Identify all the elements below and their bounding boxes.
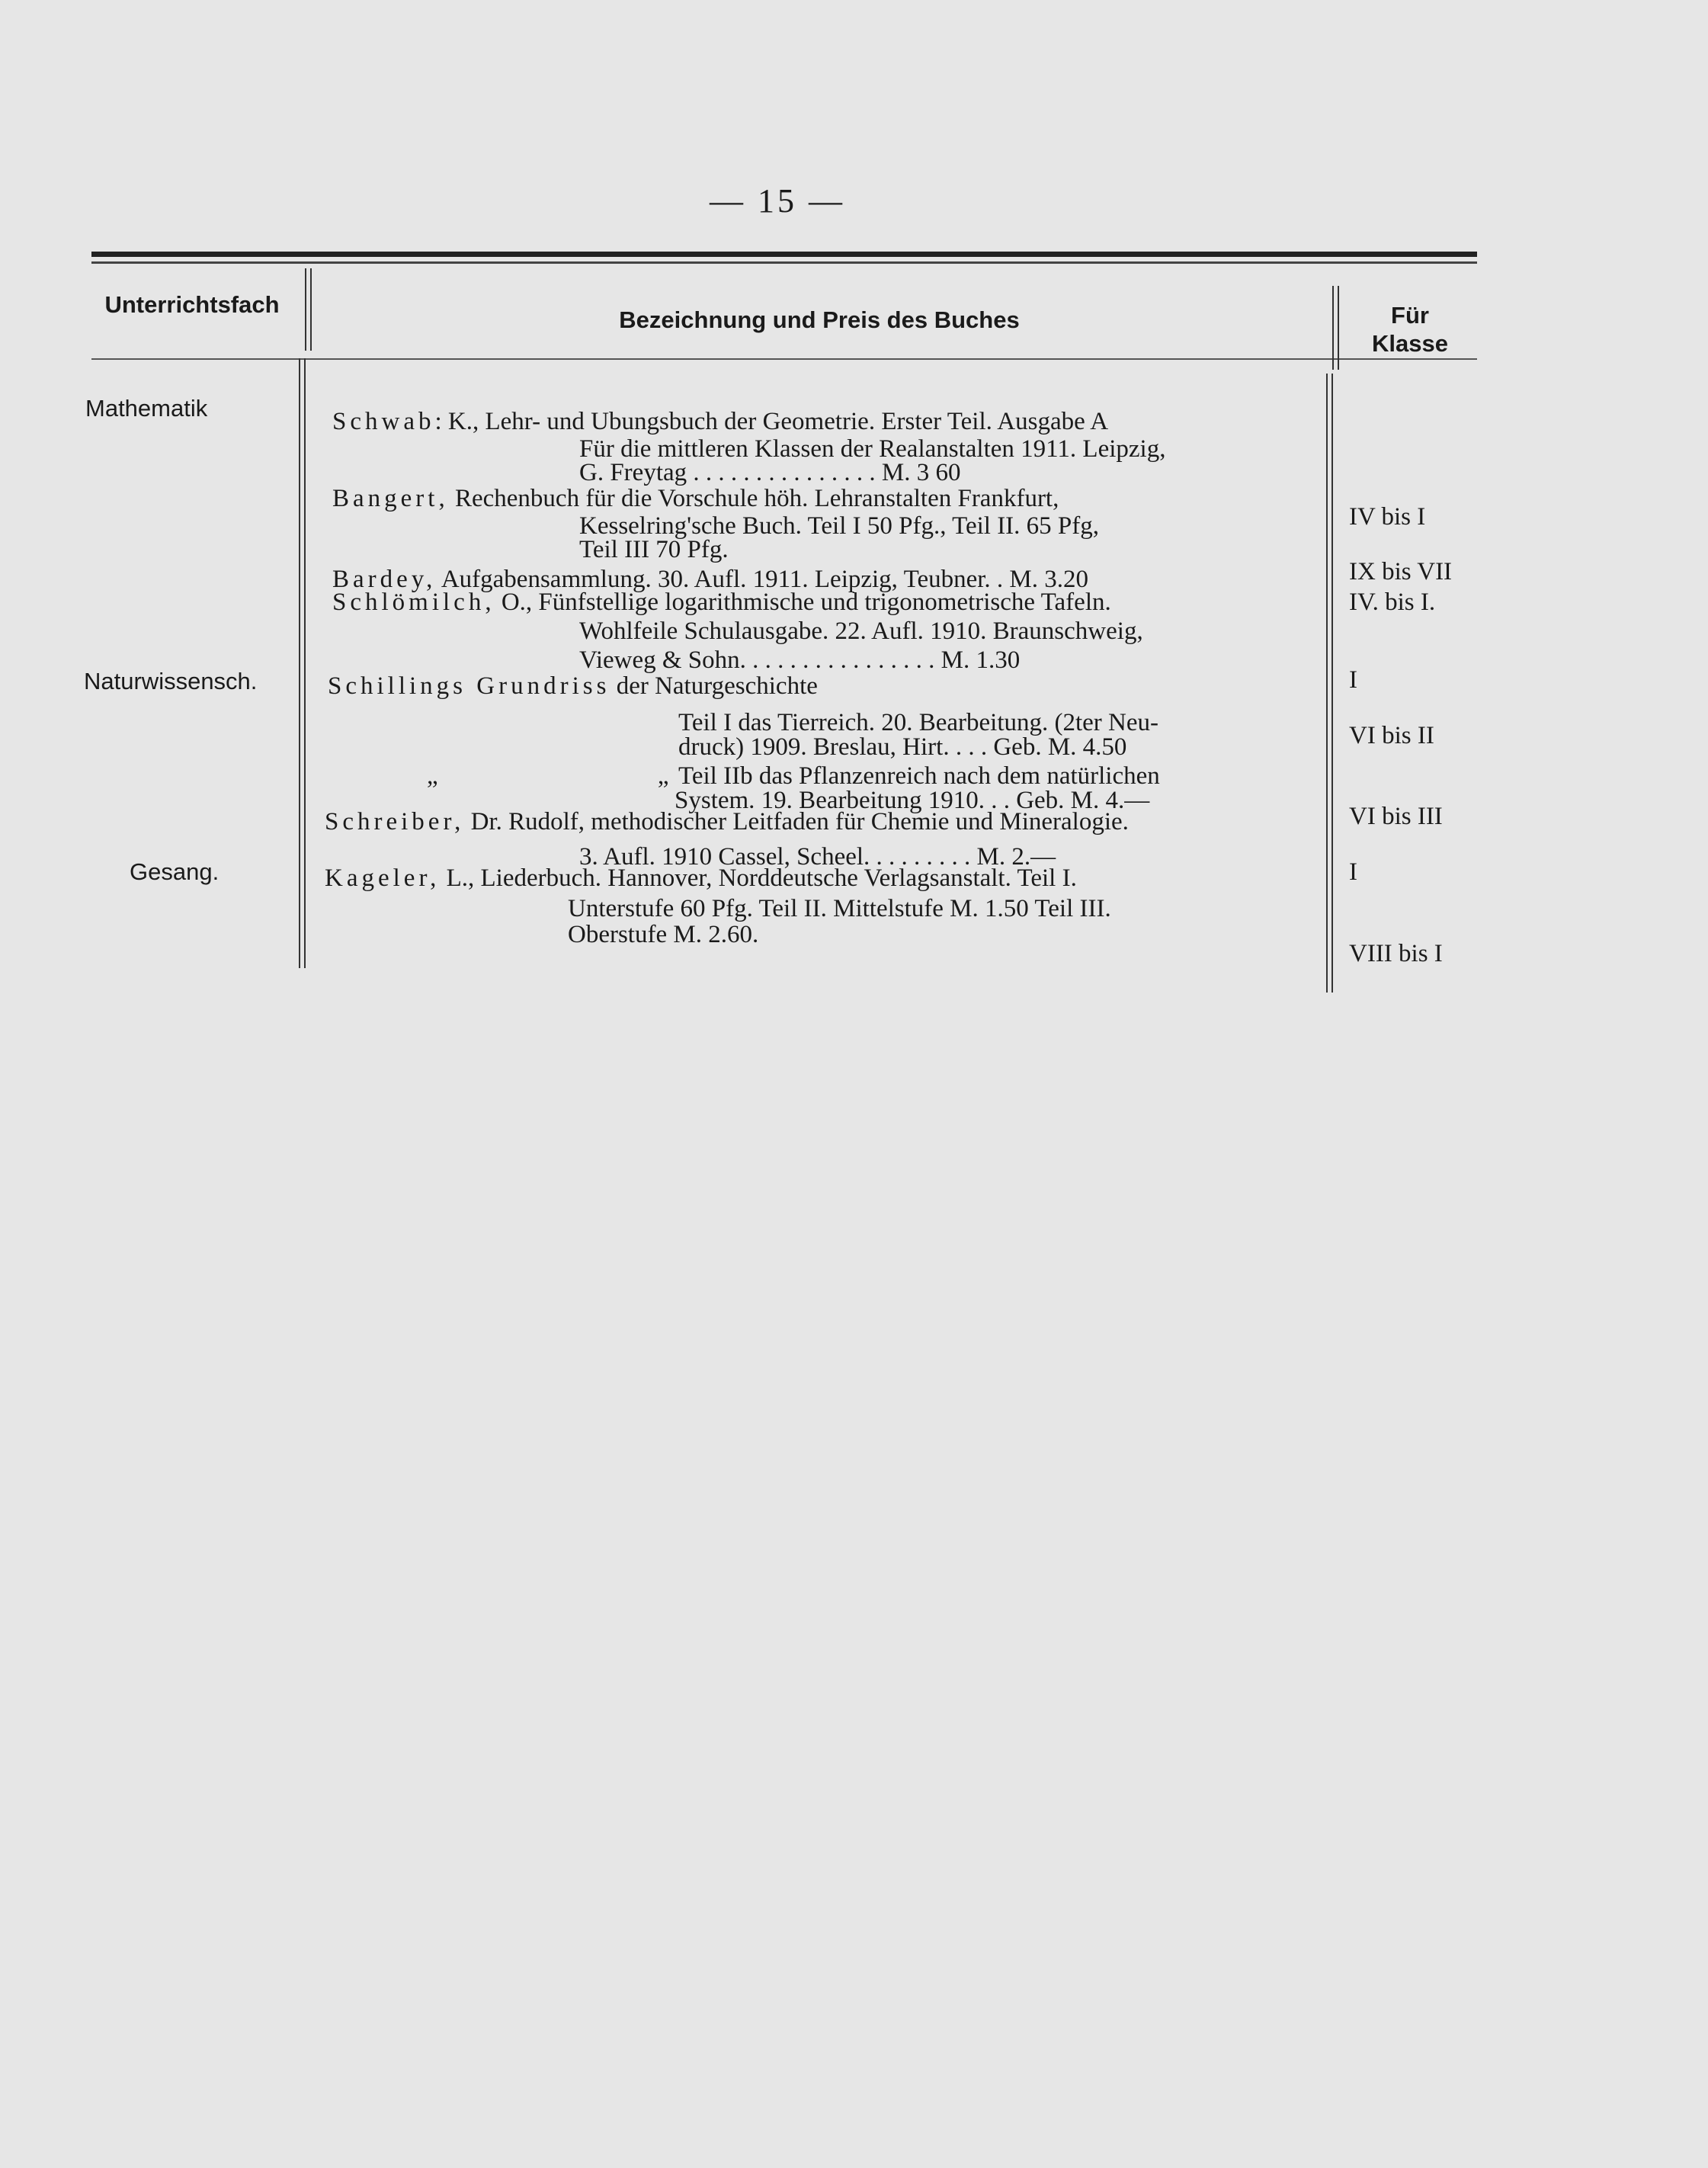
entry-schloemilch-line2: Wohlfeile Schulausgabe. 22. Aufl. 1910. Braunschweig, <box>579 617 1143 645</box>
entry-bangert-line2: Kesselring'sche Buch. Teil I 50 Pfg., Teil II. 65 Pfg, <box>579 512 1100 540</box>
entry-schreiber-line1 <box>325 808 1129 836</box>
class-schloemilch-b: I <box>1349 666 1357 694</box>
entry-schillings-line3: druck) 1909. Breslau, Hirt. . . . Geb. M. 4.50 <box>678 733 1127 761</box>
author-schillings: Schillings Grundriss <box>328 672 610 700</box>
divider-2b <box>1331 374 1333 993</box>
top-rule-thin <box>91 261 1477 264</box>
entry-schillings-text1: der Naturgeschichte <box>616 672 818 700</box>
entry-schloemilch-text1: O., Fünfstellige logarithmische und trigonometrische Tafeln. <box>501 589 1111 616</box>
author-schwab: Schwab <box>332 408 435 435</box>
class-schillings-2: VI bis III <box>1349 803 1443 830</box>
divider-1a-header <box>305 268 306 351</box>
subject-mathematics: Mathematik <box>85 395 208 422</box>
entry-schwab-line1 <box>332 408 1108 436</box>
entry-kageler-text1: L., Liederbuch. Hannover, Norddeutsche Verlagsanstalt. Teil I. <box>446 864 1077 892</box>
entry-bangert-line1 <box>332 485 1059 513</box>
divider-2b-header <box>1338 286 1339 370</box>
entry-schwab-text1: : K., Lehr- und Ubungsbuch der Geometrie. Erster Teil. Ausgabe A <box>434 408 1109 435</box>
entry-schillings-line2: Teil I das Tierreich. 20. Bearbeitung. (2ter Neu- <box>678 709 1159 736</box>
entry-schloemilch-line1 <box>332 589 1111 617</box>
entry-schillings-line5: System. 19. Bearbeitung 1910. . . Geb. M. 4.— <box>675 787 1150 814</box>
author-schloemilch: Schlömilch, <box>332 589 495 616</box>
header-book: Bezeichnung und Preis des Buches <box>619 306 1020 333</box>
subject-natural-science: Naturwissensch. <box>84 668 258 694</box>
author-bardey: Bardey, <box>332 566 437 593</box>
page-number: — 15 — <box>710 182 845 220</box>
divider-2a <box>1326 374 1328 993</box>
entry-schillings-line1 <box>328 672 818 701</box>
entry-bangert-text1: Rechenbuch für die Vorschule höh. Lehranstalten Frankfurt, <box>454 485 1059 512</box>
header-subject: Unterrichtsfach <box>104 291 280 318</box>
entry-schloemilch-line3: Vieweg & Sohn. . . . . . . . . . . . . . . . M. 1.30 <box>579 646 1021 674</box>
top-rule-thick <box>91 252 1477 257</box>
class-bangert: IV bis I <box>1349 503 1426 531</box>
class-schillings-1: VI bis II <box>1349 722 1434 749</box>
entry-schillings-line4: Teil IIb das Pflanzenreich nach dem natürlichen <box>678 762 1160 790</box>
ditto-marks: „ „ <box>427 762 776 790</box>
class-bardey: IX bis VII <box>1349 558 1453 585</box>
class-schloemilch: IV. bis I. <box>1349 589 1436 616</box>
class-kageler: VIII bis I <box>1349 940 1443 967</box>
entry-schwab-line2: Für die mittleren Klassen der Realanstalten 1911. Leipzig, <box>579 435 1166 463</box>
entry-kageler-line3: Oberstufe M. 2.60. <box>568 921 759 948</box>
divider-1a <box>299 358 300 968</box>
entry-schwab-line3: G. Freytag . . . . . . . . . . . . . . . M. 3 60 <box>579 459 961 486</box>
entry-bardey-text1: Aufgabensammlung. 30. Aufl. 1911. Leipzig, Teubner. . M. 3.20 <box>441 566 1088 593</box>
author-bangert: Bangert, <box>332 485 449 512</box>
entry-bangert-line3: Teil III 70 Pfg. <box>579 536 729 563</box>
author-kageler: Kageler, <box>325 864 441 892</box>
entry-schreiber-text1: Dr. Rudolf, methodischer Leitfaden für Chemie und Mineralogie. <box>470 808 1129 835</box>
entry-kageler-line2: Unterstufe 60 Pfg. Teil II. Mittelstufe M. 1.50 Teil III. <box>568 895 1111 922</box>
divider-1b <box>304 358 306 968</box>
subject-singing: Gesang. <box>130 858 220 885</box>
divider-2a-header <box>1332 286 1334 370</box>
entry-schreiber-line2: 3. Aufl. 1910 Cassel, Scheel. . . . . . . . . M. 2.— <box>579 843 1056 871</box>
class-schreiber: I <box>1349 858 1357 886</box>
header-class-line1: Für <box>1391 302 1429 329</box>
author-schreiber: Schreiber, <box>325 808 465 835</box>
header-class-line2: Klasse <box>1372 330 1448 357</box>
divider-1b-header <box>310 268 312 351</box>
entry-kageler-line1 <box>325 864 1077 893</box>
